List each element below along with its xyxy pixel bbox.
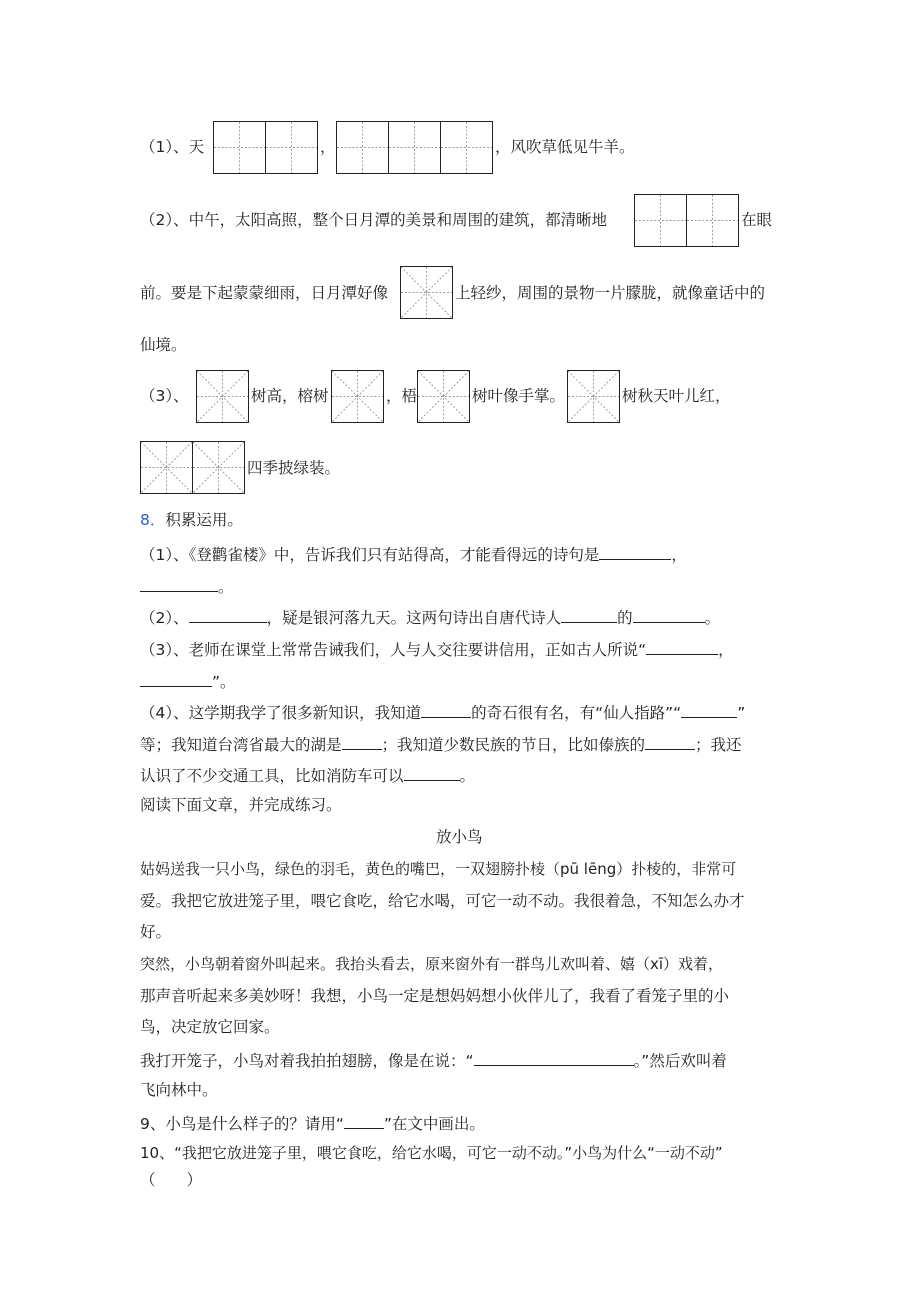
- q7-line1-suffix: ，风吹草低见牛羊。: [495, 138, 635, 156]
- q8-sub4-quote: ”: [737, 704, 746, 722]
- q7-line5-text-e: 树秋天叶儿红，: [622, 387, 731, 405]
- q8-sub2-text: ，疑是银河落九天。这两句诗出自唐代诗人: [266, 609, 562, 627]
- q8-sub4-text-f: ；我还: [695, 736, 742, 754]
- q7-line5-text-c: ，梧: [386, 387, 418, 405]
- q8-sub4: [140, 701, 745, 723]
- q8-sub3-text: （3）、老师在课堂上常常告诫我们，人与人交往要讲信用，正如古人所说“: [140, 641, 647, 659]
- q8-sub3: [140, 638, 734, 660]
- reading-title: 放小鸟: [436, 828, 483, 846]
- q8-sub1-end: 。: [218, 578, 234, 596]
- q7-line1-comma: ，: [320, 138, 336, 156]
- q8-sub2-prefix: （2）、: [140, 609, 189, 627]
- q7-line6-text: 四季披绿装。: [247, 459, 341, 477]
- answer-blank[interactable]: [681, 701, 737, 718]
- tian-zi-grid-box[interactable]: [213, 121, 266, 174]
- answer-blank[interactable]: [561, 606, 617, 623]
- answer-blank[interactable]: [189, 606, 267, 623]
- answer-blank[interactable]: [421, 701, 471, 718]
- q8-sub4-cont2: [140, 764, 475, 786]
- mi-zi-grid-box[interactable]: [400, 266, 453, 319]
- mi-zi-grid-box[interactable]: [196, 370, 249, 423]
- answer-blank[interactable]: [633, 606, 705, 623]
- underline-sample: [344, 1112, 384, 1129]
- q8-sub2-de: 的: [617, 609, 633, 627]
- q8-sub4-end: 。: [459, 767, 476, 785]
- q8-sub2-end: 。: [704, 609, 721, 627]
- q8-number: 8．: [140, 511, 166, 529]
- reading-p2-line1: 突然，小鸟朝着窗外叫起来。我抬头看去，原来窗外有一群鸟儿欢叫着、嬉（xī）戏着，: [140, 955, 724, 973]
- answer-blank[interactable]: [140, 670, 212, 687]
- q7-line1-prefix: （1）、天: [140, 138, 205, 156]
- reading-p3-text-b: 。”然后欢叫着: [633, 1052, 727, 1070]
- q7-line5-prefix: （3）、: [140, 387, 189, 405]
- q8-sub4-text-d: 等；我知道台湾省最大的湖是: [140, 736, 342, 754]
- tian-zi-grid-box[interactable]: [336, 121, 389, 174]
- reading-p1-line2: 爱。我把它放进笼子里，喂它食吃，给它水喝，可它一动不动。我很着急，不知怎么办才: [140, 892, 745, 910]
- q10-answer-parens[interactable]: （ ）: [140, 1171, 203, 1189]
- q9-text-b: ”在文中画出。: [383, 1115, 485, 1133]
- q9: [140, 1112, 485, 1134]
- reading-intro: 阅读下面文章，并完成练习。: [140, 796, 342, 814]
- q7-line3-suffix: 上轻纱，周围的景物一片朦胧，就像童话中的: [455, 284, 766, 302]
- q8-sub3-end: ”。: [212, 673, 236, 691]
- q10: 10、“我把它放进笼子里，喂它食吃，给它水喝，可它一动不动。”小鸟为什么“一动不动”: [140, 1144, 723, 1162]
- tian-zi-grid-box[interactable]: [634, 194, 687, 247]
- q8-sub4-text-e: ；我知道少数民族的节日，比如傣族的: [381, 736, 646, 754]
- answer-blank[interactable]: [645, 733, 695, 750]
- q8-heading: [140, 510, 243, 530]
- q7-line5-text-b: 树高，榕树: [251, 387, 329, 405]
- answer-blank[interactable]: [474, 1049, 634, 1066]
- q7-line2-suffix: 在眼: [741, 211, 773, 229]
- answer-blank[interactable]: [646, 638, 718, 655]
- q8-sub4-text: （4）、这学期我学了很多新知识，我知道: [140, 704, 422, 722]
- reading-p3-line2: 飞向林中。: [140, 1081, 218, 1099]
- tian-zi-grid-box[interactable]: [265, 121, 318, 174]
- q8-sub1-cont: [140, 575, 234, 597]
- q8-title: 积累运用。: [165, 511, 243, 529]
- tian-zi-grid-box[interactable]: [686, 194, 739, 247]
- q7-line4-text: 仙境。: [140, 336, 187, 354]
- q8-sub2: [140, 606, 720, 628]
- reading-p2-line2: 那声音听起来多美妙呀！我想，小鸟一定是想妈妈想小伙伴儿了，我看了看笼子里的小: [140, 987, 730, 1005]
- q8-sub1-text: （1）、《登鹳雀楼》中，告诉我们只有站得高，才能看得远的诗句是: [140, 546, 600, 564]
- reading-p1-line3: 好。: [140, 923, 172, 941]
- mi-zi-grid-box[interactable]: [192, 441, 245, 494]
- q9-text: 9、小鸟是什么样子的？请用“: [140, 1115, 344, 1133]
- q8-sub1: [140, 543, 687, 565]
- reading-p2-line3: 鸟，决定放它回家。: [140, 1018, 280, 1036]
- q8-sub4-text-b: 的奇石很有名，有“仙人指路”“: [471, 704, 682, 722]
- answer-blank[interactable]: [140, 575, 218, 592]
- reading-p3-text: 我打开笼子，小鸟对着我拍拍翅膀，像是在说：“: [140, 1052, 474, 1070]
- answer-blank[interactable]: [404, 764, 460, 781]
- q7-line3-text: 前。要是下起蒙蒙细雨，日月潭好像: [140, 284, 389, 302]
- reading-p3-line1: [140, 1049, 727, 1071]
- mi-zi-grid-box[interactable]: [567, 370, 620, 423]
- q8-sub3-cont: [140, 670, 236, 692]
- q8-sub4-cont: [140, 733, 742, 755]
- mi-zi-grid-box[interactable]: [331, 370, 384, 423]
- q8-sub3-comma: ，: [718, 641, 734, 659]
- q7-line2-text: （2）、中午，太阳高照，整个日月潭的美景和周围的建筑，都清晰地: [140, 211, 608, 229]
- answer-blank[interactable]: [599, 543, 671, 560]
- q8-sub1-comma: ，: [671, 546, 687, 564]
- q7-line5-text-d: 树叶像手掌。: [472, 387, 566, 405]
- mi-zi-grid-box[interactable]: [140, 441, 193, 494]
- tian-zi-grid-box[interactable]: [440, 121, 493, 174]
- mi-zi-grid-box[interactable]: [417, 370, 470, 423]
- q8-sub4-text-g: 认识了不少交通工具，比如消防车可以: [140, 767, 404, 785]
- reading-p1-line1: 姑妈送我一只小鸟，绿色的羽毛，黄色的嘴巴，一双翅膀扑棱（pū lēng）扑棱的，非常可: [140, 860, 737, 878]
- tian-zi-grid-box[interactable]: [388, 121, 441, 174]
- answer-blank[interactable]: [342, 733, 382, 750]
